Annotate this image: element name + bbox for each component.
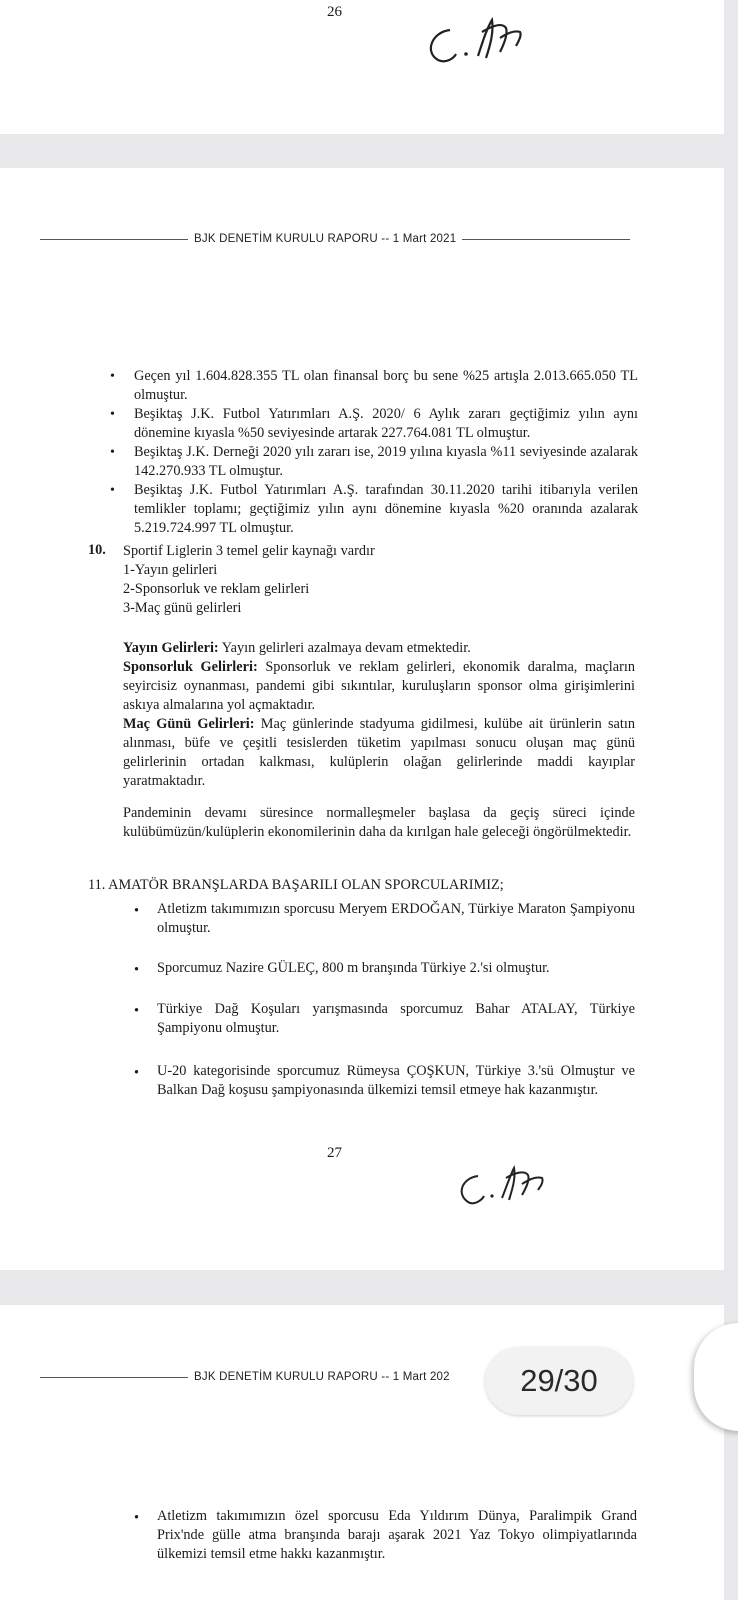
signature-image [420, 8, 530, 66]
bullet-dot: • [134, 1003, 140, 1019]
bullet-dot: • [134, 1065, 140, 1081]
pandemic-paragraph: Pandeminin devamı süresince normalleşmeler başlasa da geçiş süreci içinde kulübümüzün/kulüplerin ekonomilerinin daha da kırılgan hale geleceği öngörülmektedir. [123, 805, 635, 840]
document-page-26 [0, 0, 724, 134]
list-item: Sporcumuz Nazire GÜLEÇ, 800 m branşında Türkiye 2.'si olmuştur. [157, 960, 550, 976]
sponsorship-income-paragraph: Sponsorluk Gelirleri: Sponsorluk ve reklam gelirleri, ekonomik daralma, maçların seyircisiz oynanması, pandemi gibi sıkıntılar, kuruluşların sponsor olma girişimlerini askıya almalarına yol açmaktadır. [123, 659, 635, 713]
broadcast-income-paragraph: Yayın Gelirleri: Yayın gelirleri azalmaya devam etmektedir. [123, 640, 471, 656]
income-item-3: 3-Maç günü gelirleri [123, 600, 242, 616]
report-header: BJK DENETİM KURULU RAPORU -- 1 Mart 2021 [40, 233, 630, 245]
signature-image [452, 1158, 552, 1208]
section-intro: Sportif Liglerin 3 temel gelir kaynağı vardır [123, 543, 375, 559]
section-number: 10. [88, 542, 106, 558]
bullet-dot: • [134, 1510, 140, 1526]
list-item: Atletizm takımımızın sporcusu Meryem ERDOĞAN, Türkiye Maraton Şampiyonu olmuştur. [157, 901, 635, 936]
matchday-income-paragraph: Maç Günü Gelirleri: Maç günlerinde stadyuma gidilmesi, kulübe ait ürünlerin satın alınması, büfe ve çeşitli tesislerden tüketim yapılması sonucu oluşan maç günü gelirlerinin ortadan kalkması, kulüplerin olağan gelirlerinde maddi kayıplar yaratmaktadır. [123, 716, 635, 789]
list-item: • Beşiktaş J.K. Futbol Yatırımları A.Ş. tarafından 30.11.2020 tarihi itibarıyla verilen temlikler toplamı; geçtiğimiz yılın aynı dönemine kıyasla %20 oranında azalarak 5.219.724.997 TL olmuştur. [110, 482, 638, 536]
section-11-heading: 11. AMATÖR BRANŞLARDA BAŞARILI OLAN SPORCULARIMIZ; [88, 877, 504, 893]
list-item: • Geçen yıl 1.604.828.355 TL olan finansal borç bu sene %25 artışla 2.013.665.050 TL olmuştur. [110, 368, 638, 403]
document-page-28 [0, 1305, 724, 1600]
financial-bullets [110, 367, 638, 538]
list-item: Türkiye Dağ Koşuları yarışmasında sporcumuz Bahar ATALAY, Türkiye Şampiyonu olmuştur. [157, 1001, 635, 1036]
document-page-27 [0, 168, 724, 1270]
list-item: • Beşiktaş J.K. Futbol Yatırımları A.Ş. 2020/ 6 Aylık zararı geçtiğimiz yılın aynı dönemine kıyasla %50 seviyesinde artarak 227.764.081 TL olmuştur. [110, 406, 638, 441]
list-item: U-20 kategorisinde sporcumuz Rümeysa ÇOŞKUN, Türkiye 3.'sü Olmuştur ve Balkan Dağ koşusu şampiyonasında ülkemizi temsil etmeye hak kazanmıştır. [157, 1063, 635, 1098]
list-item: Atletizm takımımızın özel sporcusu Eda Yıldırım Dünya, Paralimpik Grand Prix'nde gülle atma branşında barajı aşarak 2021 Yaz Tokyo olimpiyatlarında ülkemizi temsil etme hakkı kazanmıştır. [157, 1508, 637, 1562]
page-number: 27 [327, 1145, 342, 1161]
bullet-dot: • [134, 962, 140, 978]
report-header: BJK DENETİM KURULU RAPORU -- 1 Mart 202 [40, 1371, 490, 1383]
bullet-dot: • [134, 903, 140, 919]
income-item-1: 1-Yayın gelirleri [123, 562, 218, 578]
list-item: • Beşiktaş J.K. Derneği 2020 yılı zararı ise, 2019 yılına kıyasla %11 seviyesinde azalarak 142.270.933 TL olmuştur. [110, 444, 638, 479]
page-indicator[interactable]: 29/30 [485, 1347, 633, 1415]
page-number: 26 [327, 4, 342, 20]
income-item-2: 2-Sponsorluk ve reklam gelirleri [123, 581, 310, 597]
